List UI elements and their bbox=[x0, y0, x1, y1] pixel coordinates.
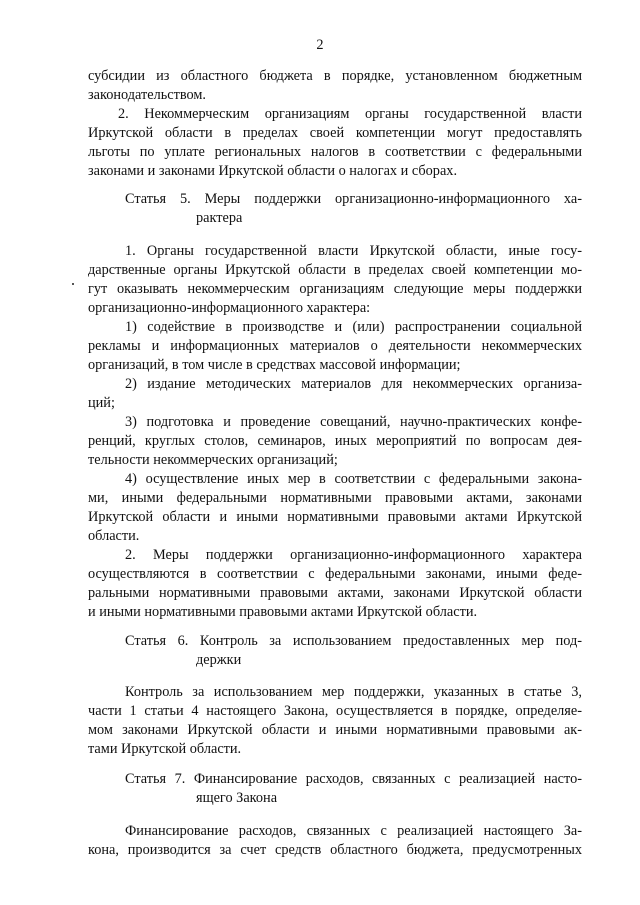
list-item: 1) содействие в производстве и (или) распространении социальной bbox=[125, 319, 582, 335]
text-line: организаций, в том числе в средствах массовой информации; bbox=[88, 357, 461, 373]
text-line: Иркутской области в пределах своей компетенции могут предоставлять bbox=[88, 125, 582, 141]
text-line: области. bbox=[88, 528, 140, 544]
article-heading: Статья 7. Финансирование расходов, связанных с реализацией насто- bbox=[125, 771, 582, 787]
text-line: 2. Некоммерческим организациям органы государственной власти bbox=[118, 106, 582, 122]
text-line: ций; bbox=[88, 395, 115, 411]
text-line: части 1 статьи 4 настоящего Закона, осуществляется в порядке, определяе- bbox=[88, 703, 582, 719]
list-item: 4) осуществление иных мер в соответствии с федеральными закона- bbox=[125, 471, 582, 487]
text-line: законодательством. bbox=[88, 87, 206, 103]
text-line: осуществляются в соответствии с федеральными законами, иными феде- bbox=[88, 566, 582, 582]
article-heading: ящего Закона bbox=[196, 790, 278, 806]
list-item: 2) издание методических материалов для некоммерческих организа- bbox=[125, 376, 582, 392]
text-line: гут оказывать некоммерческим организациям следующие меры поддержки bbox=[88, 281, 582, 297]
text-line: Контроль за использованием мер поддержки, указанных в статье 3, bbox=[125, 684, 582, 700]
text-line: рекламы и информационных материалов о деятельности некоммерческих bbox=[88, 338, 582, 354]
text-line: Иркутской области и иными нормативными правовыми актами Иркутской bbox=[88, 509, 582, 525]
text-line: 2. Меры поддержки организационно-информационного характера bbox=[125, 547, 582, 563]
scan-speck bbox=[72, 283, 74, 285]
text-line: ренций, круглых столов, семинаров, иных мероприятий по вопросам дея- bbox=[88, 433, 582, 449]
text-line: организационно-информационного характера: bbox=[88, 300, 371, 316]
text-line: ми, иными федеральными нормативными правовыми актами, законами bbox=[88, 490, 582, 506]
article-heading: Статья 5. Меры поддержки организационно-информационного ха- bbox=[125, 191, 582, 207]
article-heading: держки bbox=[196, 652, 242, 668]
text-line: тельности некоммерческих организаций; bbox=[88, 452, 338, 468]
page-number: 2 bbox=[316, 37, 324, 53]
text-line: льготы по уплате региональных налогов в соответствии с федеральными bbox=[88, 144, 582, 160]
text-line: мом законами Иркутской области и иными нормативными правовыми ак- bbox=[88, 722, 582, 738]
text-line: субсидии из областного бюджета в порядке, установленном бюджетным bbox=[88, 68, 582, 84]
text-line: тами Иркутской области. bbox=[88, 741, 242, 757]
list-item: 3) подготовка и проведение совещаний, научно-практических конфе- bbox=[125, 414, 582, 430]
text-line: и иными нормативными правовыми актами Иркутской области. bbox=[88, 604, 478, 620]
text-line: кона, производится за счет средств областного бюджета, предусмотренных bbox=[88, 842, 582, 858]
text-line: 1. Органы государственной власти Иркутской области, иные госу- bbox=[125, 243, 582, 259]
text-line: Финансирование расходов, связанных с реализацией настоящего За- bbox=[125, 823, 582, 839]
text-line: ральными нормативными правовыми актами, законами Иркутской области bbox=[88, 585, 582, 601]
article-heading: Статья 6. Контроль за использованием предоставленных мер под- bbox=[125, 633, 582, 649]
text-line: законами и законами Иркутской области о налогах и сборах. bbox=[88, 163, 458, 179]
article-heading: рактера bbox=[196, 210, 243, 226]
text-line: дарственные органы Иркутской области в пределах своей компетенции мо- bbox=[88, 262, 582, 278]
